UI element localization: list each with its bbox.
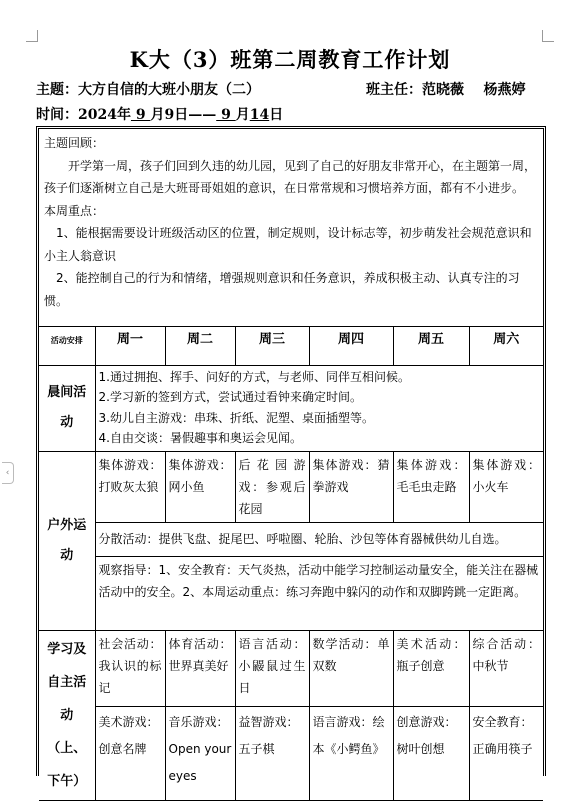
list-item: 4.自由交谈：暑假趣事和奥运会见闻。 [98, 431, 302, 445]
plan-document [36, 126, 546, 789]
morning-row [39, 365, 543, 451]
time-text: 月 [235, 107, 250, 123]
time-year: 2024年 [78, 107, 131, 123]
learning-activity: 音乐游戏：Open your eyes [165, 707, 235, 800]
day-header: 周三 [235, 327, 309, 365]
focus-item: 2、能控制自己的行为和情绪，增强规则意识和任务意识，养成积极主动、认真专注的习惯。 [44, 271, 520, 308]
day-header: 周四 [309, 327, 393, 365]
learning-label: 学习及自主活动（上、下午） [39, 630, 95, 800]
outdoor-game: 后花园游戏：参观后花园 [235, 451, 309, 522]
intro-section [39, 129, 543, 327]
time-start-month: 9 [130, 107, 151, 123]
crop-mark-top-left [26, 30, 38, 42]
learning-activity: 美术活动：瓶子创意 [393, 630, 469, 707]
learning-activity: 社会活动：我认识的标记 [95, 630, 165, 707]
outdoor-games-row [39, 451, 543, 522]
outdoor-game: 集体游戏：网小鱼 [165, 451, 235, 522]
learning-activity: 创意游戏：树叶创想 [393, 707, 469, 800]
theme-value: 大方自信的大班小朋友（二） [78, 82, 260, 98]
day-header: 周五 [393, 327, 469, 365]
learning-activity: 综合活动：中秋节 [469, 630, 543, 707]
schedule-table [39, 327, 543, 801]
time-end-day: 14 [249, 107, 270, 123]
day-header: 周一 [95, 327, 165, 365]
list-item: 3.幼儿自主游戏：串珠、折纸、泥塑、桌面插塑等。 [98, 410, 374, 425]
focus-item: 1、能根据需要设计班级活动区的位置，制定规则，设计标志等，初步萌发社会规范意识和小主人翁意识 [44, 226, 532, 263]
time-text: 日—— [174, 107, 217, 123]
outdoor-game: 集体游戏：猜拳游戏 [309, 451, 393, 522]
review-heading: 主题回顾： [44, 136, 105, 150]
learning-row-1 [39, 630, 543, 707]
teacher-line [366, 79, 526, 99]
time-label: 时间： [36, 107, 78, 123]
time-line [36, 104, 283, 124]
theme-line [36, 79, 260, 99]
list-item: 1.通过拥抱、挥手、问好的方式，与老师、同伴互相问候。 [98, 369, 410, 384]
learning-activity: 美术游戏：创意名牌 [95, 707, 165, 800]
outdoor-free: 分散活动：提供飞盘、捉尾巴、呼啦圈、轮胎、沙包等体育器械供幼儿自选。 [95, 522, 543, 556]
side-collapse-tab[interactable]: ‹ [2, 462, 14, 484]
day-header: 周六 [469, 327, 543, 365]
review-text: 开学第一周，孩子们回到久违的幼儿园，见到了自己的好朋友非常开心，在主题第一周，孩子们逐渐树立自己是大班哥哥姐姐的意识，在日常常规和习惯培养方面，都有不小进步。 [44, 158, 537, 195]
outdoor-label: 户外运动 [39, 451, 95, 630]
time-end-month: 9 [216, 107, 236, 123]
focus-heading: 本周重点： [44, 203, 105, 218]
theme-label: 主题： [36, 82, 78, 98]
outdoor-guide: 观察指导：1、安全教育：天气炎热，活动中能学习控制运动量安全，能关注在器械活动中的安全。2、本周运动重点：练习奔跑中躲闪的动作和双脚跨跳一定距离。 [95, 556, 543, 630]
outdoor-guide-row [39, 556, 543, 630]
time-text: 月 [150, 107, 165, 123]
learning-row-2 [39, 707, 543, 800]
list-item: 2.学习新的签到方式，尝试通过看钟来确定时间。 [98, 390, 362, 404]
outdoor-game: 集体游戏：小火车 [469, 451, 543, 522]
day-header: 周二 [165, 327, 235, 365]
teacher-names: 范晓薇 杨燕婷 [422, 82, 526, 98]
time-text: 日 [269, 107, 284, 123]
learning-activity: 体育活动：世界真美好 [165, 630, 235, 707]
morning-content [95, 365, 543, 451]
crop-mark-top-right [542, 30, 554, 42]
teacher-label: 班主任： [366, 82, 422, 98]
learning-activity: 语言游戏：绘本《小鳄鱼》 [309, 707, 393, 800]
learning-activity: 益智游戏：五子棋 [235, 707, 309, 800]
corner-cell: 活动安排 [39, 327, 95, 365]
table-header-row [39, 327, 543, 365]
morning-label: 晨间活动 [39, 365, 95, 451]
outdoor-game: 集体游戏：打败灰太狼 [95, 451, 165, 522]
time-start-day: 9 [164, 107, 175, 123]
outdoor-game: 集体游戏：毛毛虫走路 [393, 451, 469, 522]
page-title: K大（3）班第二周教育工作计划 [129, 47, 451, 72]
learning-activity: 数学活动：单双数 [309, 630, 393, 707]
learning-activity: 语言活动：小鼹鼠过生日 [235, 630, 309, 707]
outdoor-free-row [39, 522, 543, 556]
learning-activity: 安全教育：正确用筷子 [469, 707, 543, 800]
